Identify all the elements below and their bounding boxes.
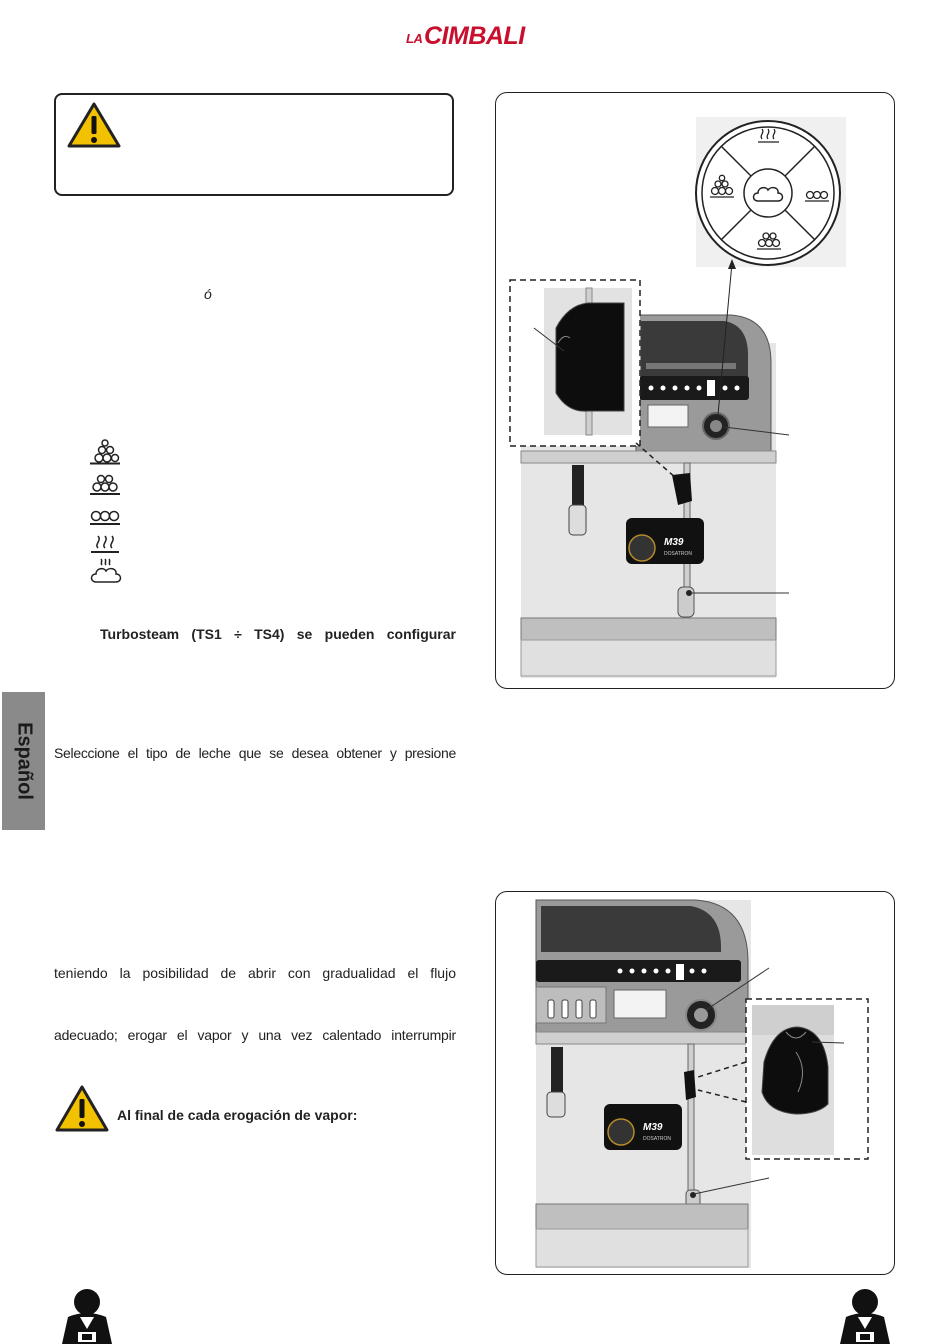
brand-logo	[400, 22, 550, 54]
language-tab[interactable]	[2, 692, 45, 830]
steam-heat-icon	[88, 532, 122, 554]
foam-high-icon	[88, 437, 122, 465]
model-label-top: M39	[664, 537, 684, 548]
foam-low-icon	[88, 504, 122, 526]
gradual-line: teniendo la posibilidad de abrir con gradualidad el flujo	[54, 965, 456, 981]
foam-medium-icon	[88, 470, 122, 496]
end-warning-text: Al final de cada erogación de vapor:	[117, 1107, 358, 1123]
warning-triangle-icon	[54, 1084, 110, 1134]
warning-box	[54, 93, 454, 196]
barista-icon	[58, 1287, 116, 1344]
model-label-bottom: M39	[643, 1122, 663, 1133]
logo-main: CIMBALI	[424, 22, 525, 50]
logo-prefix: LA	[406, 31, 423, 46]
adequate-line: adecuado; erogar el vapor y una vez calentado interrumpir	[54, 1027, 456, 1043]
machine-illustration-bottom	[496, 892, 895, 1275]
language-tab-label: Español	[13, 722, 35, 800]
model-sub-top: DOSATRON	[664, 551, 692, 557]
select-line: Seleccione el tipo de leche que se desea obtener y presione	[54, 745, 456, 761]
turbosteam-line: Turbosteam (TS1 ÷ TS4) se pueden configurar	[100, 626, 456, 642]
figure-steam-knob	[495, 891, 895, 1275]
warning-triangle-icon	[66, 101, 122, 149]
machine-illustration-top	[496, 93, 895, 689]
model-sub-bottom: DOSATRON	[643, 1136, 671, 1142]
accent-char: ó	[204, 286, 212, 302]
barista-icon	[836, 1287, 894, 1344]
cloud-steam-icon	[88, 558, 124, 586]
figure-steam-control	[495, 92, 895, 689]
